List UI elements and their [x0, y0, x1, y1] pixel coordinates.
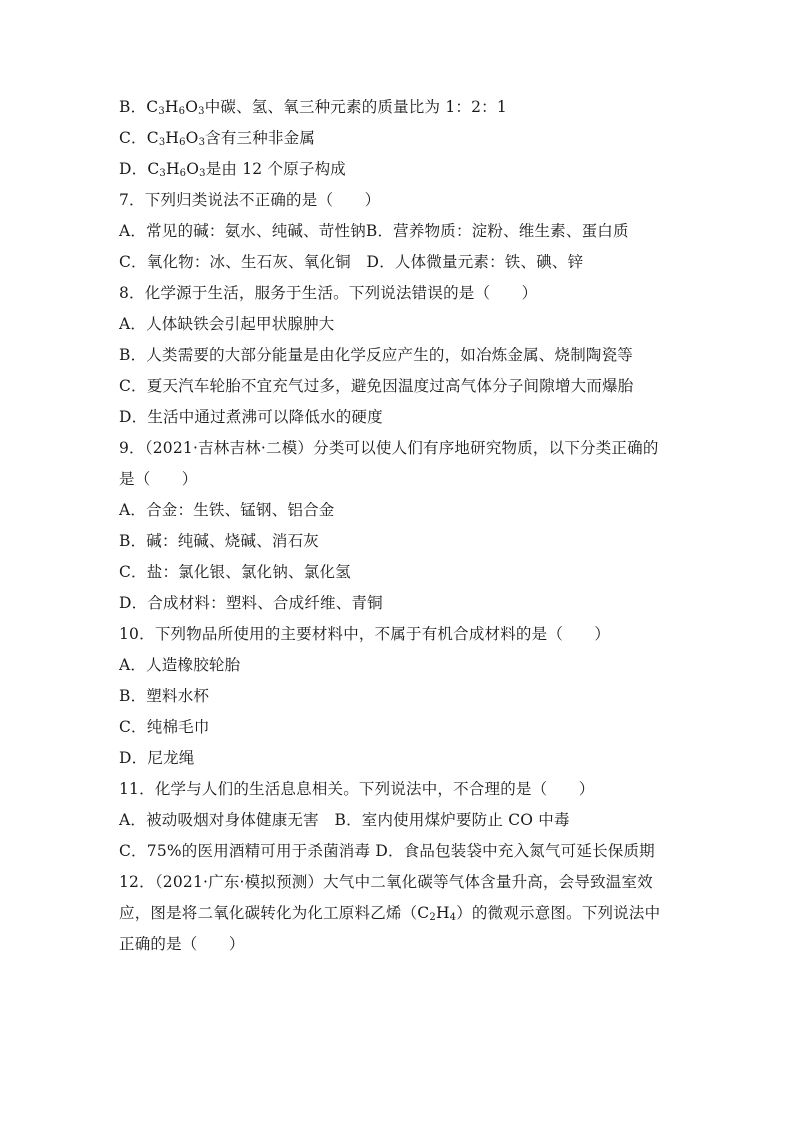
question-9-stem-continued: 是（ ）: [119, 470, 198, 488]
question-10-option-a: A．人造橡胶轮胎: [119, 656, 241, 674]
option-b-mass-ratio: B．$C_3H_6O_3$中碳、氢、氧三种元素的质量比为 1：2：1: [119, 98, 507, 117]
question-list: [119, 92, 679, 960]
question-7-options-ab: A．常见的碱：氨水、纯碱、苛性钠B．营养物质：淀粉、维生素、蛋白质: [119, 222, 629, 240]
question-11-stem: 11．化学与人们的生活息息相关。下列说法中，不合理的是（ ）: [119, 780, 595, 798]
question-11-options-ab: A．被动吸烟对身体健康无害 B．室内使用煤炉要防止 CO 中毒: [119, 811, 570, 829]
option-c-nonmetals: C．$C_3H_6O_3$含有三种非金属: [119, 129, 316, 148]
question-7-options-cd: C．氧化物：冰、生石灰、氧化铜 D．人体微量元素：铁、碘、锌: [119, 253, 584, 271]
question-10-stem: 10．下列物品所使用的主要材料中，不属于有机合成材料的是（ ）: [119, 625, 611, 643]
question-7-stem: 7．下列归类说法不正确的是（ ）: [119, 191, 381, 209]
question-8-option-a: A．人体缺铁会引起甲状腺肿大: [119, 315, 335, 333]
question-8-stem: 8．化学源于生活，服务于生活。下列说法错误的是（ ）: [119, 284, 538, 302]
question-9-option-d: D．合成材料：塑料、合成纤维、青铜: [119, 594, 383, 612]
question-12-stem-line-2: 应，图是将二氧化碳转化为化工原料乙烯$(C_2H_4)$的微观示意图。下列说法中: [119, 904, 661, 923]
question-8-option-c: C．夏天汽车轮胎不宜充气过多，避免因温度过高气体分子间隙增大而爆胎: [119, 377, 634, 395]
question-9-option-b: B．碱：纯碱、烧碱、消石灰: [119, 532, 319, 550]
question-8-option-d: D．生活中通过煮沸可以降低水的硬度: [119, 408, 383, 426]
question-11-options-cd: C．75%的医用酒精可用于杀菌消毒 D．食品包装袋中充入氮气可延长保质期: [119, 842, 655, 860]
question-12-stem: 12．（2021·广东·模拟预测）大气中二氧化碳等气体含量升高，会导致温室效: [119, 873, 653, 891]
question-10-option-b: B．塑料水杯: [119, 687, 210, 705]
question-10-option-d: D．尼龙绳: [119, 749, 195, 767]
question-8-option-b: B．人类需要的大部分能量是由化学反应产生的，如冶炼金属、烧制陶瓷等: [119, 346, 633, 364]
question-10-option-c: C．纯棉毛巾: [119, 718, 210, 736]
option-d-atoms: D．$C_3H_6O_3$是由 12 个原子构成: [119, 160, 346, 179]
question-12-stem-line-3: 正确的是（ ）: [119, 935, 245, 953]
question-9-option-a: A．合金：生铁、锰钢、铝合金: [119, 501, 335, 519]
question-9-stem: 9．（2021·吉林吉林·二模）分类可以使人们有序地研究物质，以下分类正确的: [119, 439, 659, 457]
question-9-option-c: C．盐：氯化银、氯化钠、氯化氢: [119, 563, 351, 581]
